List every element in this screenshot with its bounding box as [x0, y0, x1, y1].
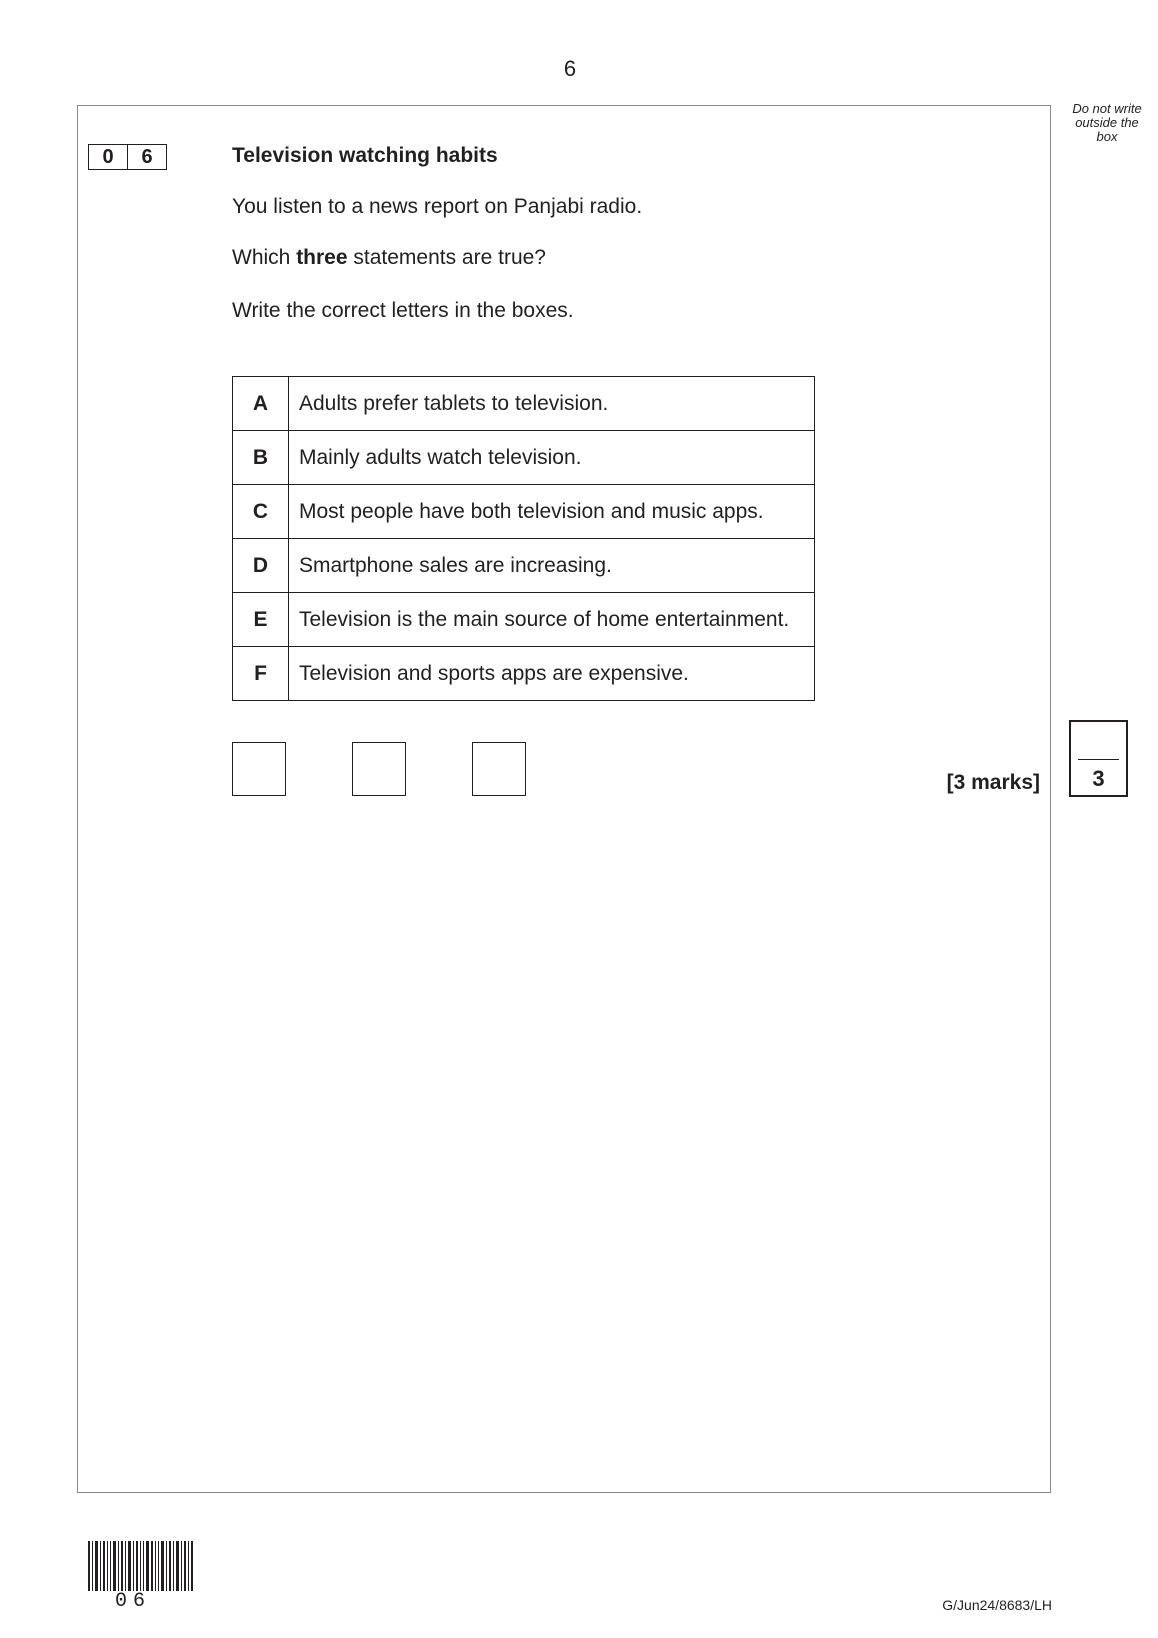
- margin-note: [1062, 102, 1152, 144]
- question-title: Television watching habits: [232, 144, 498, 167]
- statement-text: Mainly adults watch television.: [289, 431, 815, 485]
- statement-row: [233, 377, 815, 431]
- statement-row: [233, 647, 815, 701]
- statement-text: Smartphone sales are increasing.: [289, 539, 815, 593]
- statement-letter: B: [233, 431, 289, 485]
- margin-note-line: Do not write: [1072, 101, 1142, 116]
- margin-note-line: box: [1096, 129, 1118, 144]
- page-number: 6: [563, 56, 577, 81]
- question-instruction: [232, 246, 546, 270]
- question-instruction-letters: Write the correct letters in the boxes.: [232, 299, 574, 322]
- statement-letter: E: [233, 593, 289, 647]
- statement-letter: D: [233, 539, 289, 593]
- statement-letter: F: [233, 647, 289, 701]
- statement-text: Most people have both television and music apps.: [289, 485, 815, 539]
- statement-row: [233, 431, 815, 485]
- barcode-number: 06: [115, 1590, 152, 1613]
- answer-box-3[interactable]: [472, 742, 526, 796]
- statement-text: Adults prefer tablets to television.: [289, 377, 815, 431]
- statement-letter: C: [233, 485, 289, 539]
- question-intro: You listen to a news report on Panjabi radio.: [232, 195, 643, 218]
- question-number-digit: 0: [102, 146, 114, 168]
- answer-box-2[interactable]: [352, 742, 406, 796]
- paper-reference: G/Jun24/8683/LH: [942, 1597, 1052, 1613]
- barcode-icon: [88, 1541, 193, 1591]
- statements-table: [232, 376, 815, 701]
- question-number-box: [88, 144, 167, 170]
- instruction-text: statements are true?: [347, 246, 546, 269]
- marks-label: [3 marks]: [946, 771, 1040, 794]
- statement-text: Television and sports apps are expensive.: [289, 647, 815, 701]
- question-number-digit: 6: [127, 145, 166, 169]
- statement-row: [233, 485, 815, 539]
- answer-box-1[interactable]: [232, 742, 286, 796]
- mark-total: 3: [1092, 766, 1105, 791]
- statement-row: [233, 593, 815, 647]
- mark-entry-line: [1078, 759, 1119, 760]
- examiner-mark-box: [1069, 720, 1128, 797]
- instruction-text: Which: [232, 246, 297, 269]
- margin-note-line: outside the: [1075, 115, 1139, 130]
- statement-text: Television is the main source of home entertainment.: [289, 593, 815, 647]
- instruction-emphasis: three: [296, 246, 348, 269]
- statement-letter: A: [233, 377, 289, 431]
- statement-row: [233, 539, 815, 593]
